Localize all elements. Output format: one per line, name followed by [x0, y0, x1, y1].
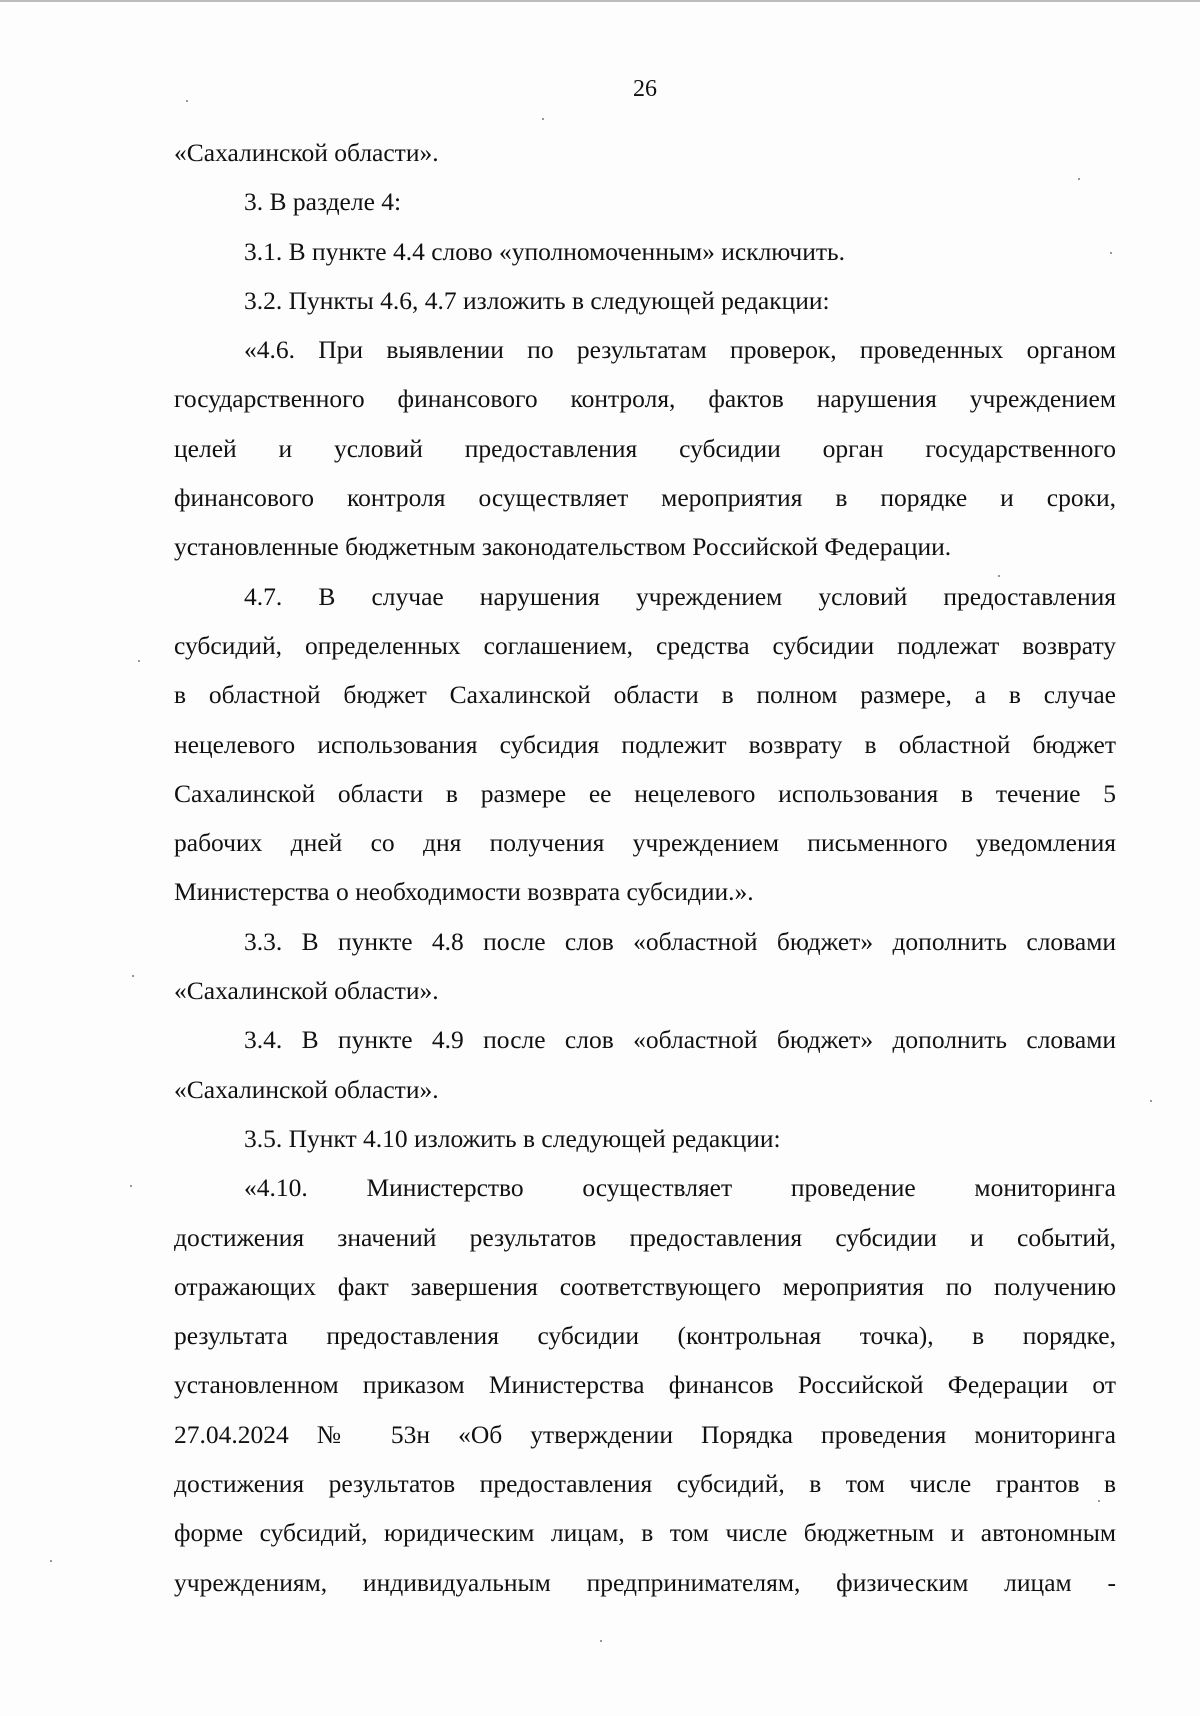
text-line: целей и условий предоставления субсидии орган государственного	[174, 433, 1116, 463]
scan-speck	[50, 1560, 52, 1562]
scan-speck	[130, 1185, 132, 1187]
scan-speck	[132, 975, 134, 977]
text-line: нецелевого использования субсидия подлежит возврату в областной бюджет	[174, 729, 1116, 759]
text-line: рабочих дней со дня получения учреждением письменного уведомления	[174, 828, 1116, 858]
text-line: результата предоставления субсидии (контрольная точка), в порядке,	[174, 1321, 1116, 1351]
text-line: 3.5. Пункт 4.10 изложить в следующей редакции:	[244, 1123, 781, 1153]
text-line: «Сахалинской области».	[174, 976, 439, 1006]
scan-speck	[1150, 1100, 1152, 1102]
scan-speck	[138, 660, 140, 662]
scan-top-edge	[0, 0, 1200, 2]
text-line: достижения значений результатов предоставления субсидии и событий,	[174, 1222, 1116, 1252]
page-number: 26	[633, 76, 657, 102]
text-line: отражающих факт завершения соответствующего мероприятия по получению	[174, 1271, 1116, 1301]
text-line: в областной бюджет Сахалинской области в полном размере, а в случае	[174, 680, 1116, 710]
text-line: 4.7. В случае нарушения учреждением условий предоставления	[244, 581, 1116, 611]
text-line: «4.10. Министерство осуществляет проведение мониторинга	[244, 1173, 1116, 1203]
text-line: установленном приказом Министерства финансов Российской Федерации от	[174, 1370, 1116, 1400]
text-line: достижения результатов предоставления субсидий, в том числе грантов в	[174, 1469, 1116, 1499]
text-line: субсидий, определенных соглашением, средства субсидии подлежат возврату	[174, 630, 1116, 660]
text-line: учреждениям, индивидуальным предпринимателям, физическим лицам -	[174, 1567, 1116, 1597]
text-line: Министерства о необходимости возврата субсидии.».	[174, 877, 754, 907]
text-line: Сахалинской области в размере ее нецелевого использования в течение 5	[174, 778, 1116, 808]
scan-speck	[1110, 252, 1112, 254]
text-line: 3.1. В пункте 4.4 слово «уполномоченным» исключить.	[244, 236, 846, 266]
scan-speck	[186, 100, 188, 102]
text-line: 27.04.2024 № 53н «Об утверждении Порядка проведения мониторинга	[174, 1419, 1116, 1449]
scan-speck	[542, 118, 544, 120]
text-line: «Сахалинской области».	[174, 1074, 439, 1104]
text-line: 3.2. Пункты 4.6, 4.7 изложить в следующей редакции:	[244, 285, 830, 315]
text-line: «Сахалинской области».	[174, 138, 439, 167]
text-line: форме субсидий, юридическим лицам, в том числе бюджетным и автономным	[174, 1518, 1116, 1548]
text-line: 3.3. В пункте 4.8 после слов «областной бюджет» дополнить словами	[244, 926, 1116, 956]
text-line: 3.4. В пункте 4.9 после слов «областной бюджет» дополнить словами	[244, 1025, 1116, 1055]
document-body	[174, 128, 1116, 1607]
text-line: финансового контроля осуществляет мероприятия в порядке и сроки,	[174, 483, 1116, 513]
scan-speck	[1098, 1500, 1100, 1502]
scan-speck	[998, 575, 1000, 577]
scan-speck	[600, 1640, 602, 1642]
scan-speck	[1078, 178, 1080, 180]
text-line: «4.6. При выявлении по результатам проверок, проведенных органом	[244, 335, 1116, 365]
text-line: установленные бюджетным законодательством Российской Федерации.	[174, 532, 952, 562]
text-line: 3. В разделе 4:	[244, 187, 402, 217]
text-line: государственного финансового контроля, фактов нарушения учреждением	[174, 384, 1116, 414]
